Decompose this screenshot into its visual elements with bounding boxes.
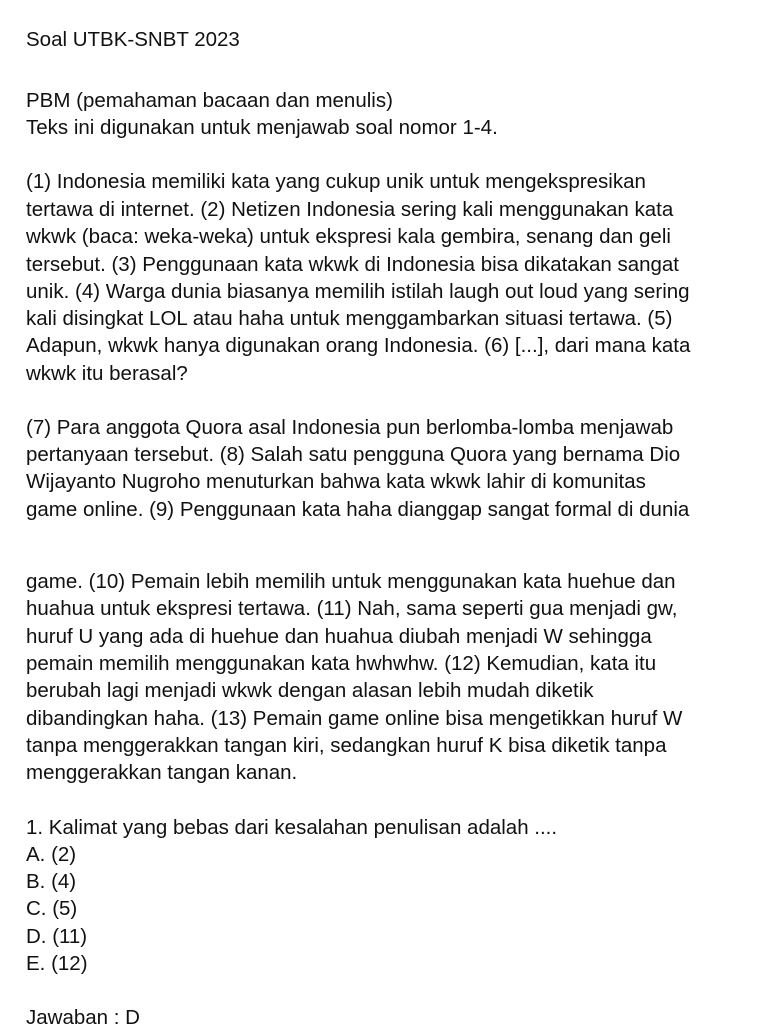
section-heading: PBM (pemahaman bacaan dan menulis) <box>26 89 393 112</box>
paragraph-line: tersebut. (3) Penggunaan kata wkwk di Indonesia bisa dikatakan sangat <box>26 253 679 276</box>
paragraph-line: tanpa menggerakkan tangan kiri, sedangkan huruf K bisa diketik tanpa <box>26 734 667 757</box>
answer-option: C. (5) <box>26 897 78 920</box>
answer-option: D. (11) <box>26 925 88 948</box>
paragraph-line: huahua untuk ekspresi tertawa. (11) Nah, sama seperti gua menjadi gw, <box>26 597 678 620</box>
answer-option: E. (12) <box>26 952 88 975</box>
paragraph-line: (1) Indonesia memiliki kata yang cukup unik untuk mengekspresikan <box>26 170 646 193</box>
paragraph-line: game. (10) Pemain lebih memilih untuk menggunakan kata huehue dan <box>26 570 676 593</box>
paragraph-line: unik. (4) Warga dunia biasanya memilih istilah laugh out loud yang sering <box>26 280 690 303</box>
answer-option: A. (2) <box>26 843 77 866</box>
paragraph-line: tertawa di internet. (2) Netizen Indonesia sering kali menggunakan kata <box>26 198 674 221</box>
paragraph-line: game online. (9) Penggunaan kata haha dianggap sangat formal di dunia <box>26 498 690 521</box>
paragraph-line: menggerakkan tangan kanan. <box>26 761 298 784</box>
paragraph-line: wkwk (baca: weka-weka) untuk ekspresi kala gembira, senang dan geli <box>26 225 671 248</box>
document-title: Soal UTBK-SNBT 2023 <box>26 28 240 51</box>
paragraph-line: (7) Para anggota Quora asal Indonesia pun berlomba-lomba menjawab <box>26 416 674 439</box>
instruction-text: Teks ini digunakan untuk menjawab soal nomor 1-4. <box>26 116 498 139</box>
paragraph-line: Wijayanto Nugroho menuturkan bahwa kata wkwk lahir di komunitas <box>26 470 646 493</box>
answer-key: Jawaban : D <box>26 1006 140 1029</box>
paragraph-line: wkwk itu berasal? <box>26 362 188 385</box>
paragraph-line: pertanyaan tersebut. (8) Salah satu pengguna Quora yang bernama Dio <box>26 443 681 466</box>
question-text: 1. Kalimat yang bebas dari kesalahan penulisan adalah .... <box>26 816 558 839</box>
paragraph-line: kali disingkat LOL atau haha untuk menggambarkan situasi tertawa. (5) <box>26 307 673 330</box>
paragraph-line: pemain memilih menggunakan kata hwhwhw. (12) Kemudian, kata itu <box>26 652 657 675</box>
answer-option: B. (4) <box>26 870 77 893</box>
paragraph-line: huruf U yang ada di huehue dan huahua diubah menjadi W sehingga <box>26 625 652 648</box>
paragraph-line: berubah lagi menjadi wkwk dengan alasan lebih mudah diketik <box>26 679 594 702</box>
paragraph-line: Adapun, wkwk hanya digunakan orang Indonesia. (6) [...], dari mana kata <box>26 334 691 357</box>
paragraph-line: dibandingkan haha. (13) Pemain game online bisa mengetikkan huruf W <box>26 707 683 730</box>
